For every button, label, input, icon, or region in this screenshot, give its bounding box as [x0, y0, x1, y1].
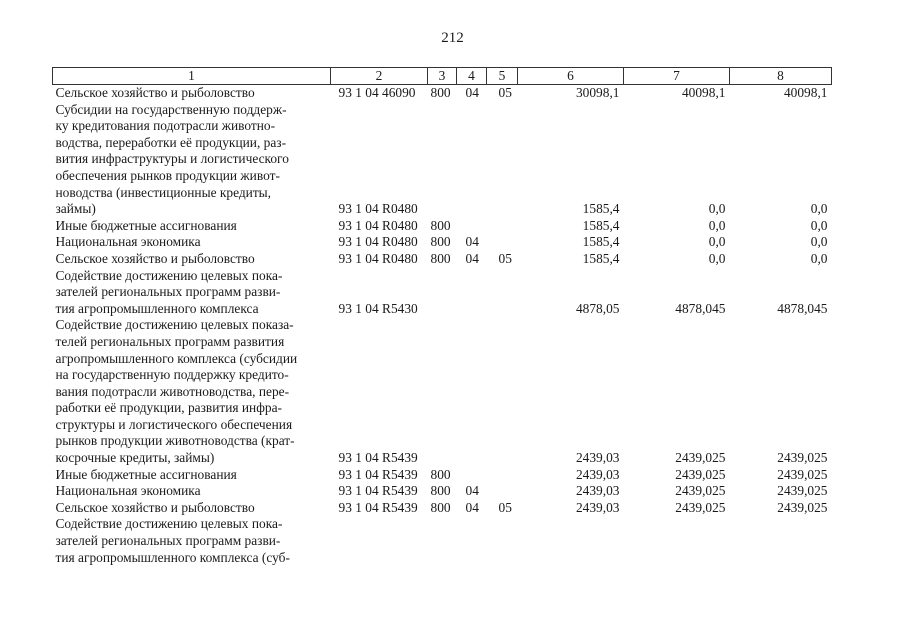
section-code — [457, 467, 487, 484]
amount-col-7: 2439,025 — [675, 483, 726, 499]
row-name-line: структуры и логистического обеспечения — [55, 416, 293, 432]
row-name-line: ку кредитования подотрасли животно- — [55, 118, 276, 134]
amount-col-7: 0,0 — [708, 234, 726, 250]
row-name — [53, 85, 331, 102]
row-name — [53, 218, 331, 235]
amount-col-8: 0,0 — [810, 201, 828, 217]
row-name-line: телей региональных программ развития — [55, 333, 285, 349]
amount-col-7: 0,0 — [708, 217, 726, 233]
row-name-line: зателей региональных программ разви- — [55, 284, 281, 300]
amount-col-6: 1585,4 — [582, 250, 620, 266]
amount-col-6: 30098,1 — [575, 85, 620, 100]
table-row — [53, 85, 832, 102]
column-header-5: 5 — [487, 68, 518, 85]
section-code: 04 — [465, 499, 479, 515]
amount-col-6: 1585,4 — [582, 234, 620, 250]
row-name — [53, 234, 331, 251]
target-article-code: 93 1 04 R0480 — [338, 234, 418, 250]
row-name-line: обеспечения рынков продукции живот- — [55, 167, 280, 183]
expense-type-code — [428, 268, 457, 318]
row-name-line: работки её продукции, развития инфра- — [55, 400, 283, 416]
column-header-4: 4 — [457, 68, 487, 85]
page-number: 212 — [441, 30, 464, 46]
amount-col-8: 2439,025 — [777, 450, 828, 466]
column-header-7: 7 — [624, 68, 730, 85]
row-name-line: Сельское хозяйство и рыболовство — [55, 499, 255, 515]
amount-col-6: 4878,05 — [575, 300, 620, 316]
column-header-3: 3 — [428, 68, 457, 85]
subsection-code — [487, 516, 518, 566]
table-row — [53, 483, 832, 500]
row-name-line: тия агропромышленного комплекса (суб- — [55, 549, 290, 565]
row-name — [53, 102, 331, 218]
table-row — [53, 268, 832, 318]
row-name-line: Иные бюджетные ассигнования — [55, 466, 237, 482]
expense-type-code: 800 — [430, 499, 451, 515]
subsection-code — [487, 102, 518, 218]
budget-table — [52, 67, 832, 566]
table-row — [53, 234, 832, 251]
expense-type-code: 800 — [430, 466, 451, 482]
column-number-header — [53, 68, 832, 85]
table-row — [53, 317, 832, 466]
row-name-line: на государственную поддержку кредито- — [55, 367, 289, 383]
subsection-code — [487, 218, 518, 235]
amount-col-6: 2439,03 — [575, 450, 620, 466]
table-row — [53, 516, 832, 566]
amount-col-6: 2439,03 — [575, 499, 620, 515]
amount-col-8: 0,0 — [810, 217, 828, 233]
expense-type-code: 800 — [430, 85, 451, 100]
row-name — [53, 500, 331, 517]
section-code: 04 — [465, 85, 479, 100]
amount-col-8: 0,0 — [810, 234, 828, 250]
expense-type-code: 800 — [430, 483, 451, 499]
amount-col-8: 2439,025 — [777, 483, 828, 499]
section-code: 04 — [465, 234, 479, 250]
amount-col-6: 1585,4 — [582, 201, 620, 217]
target-article-code: 93 1 04 R5430 — [338, 300, 418, 316]
row-name-line: агропромышленного комплекса (субсидии — [55, 350, 298, 366]
row-name — [53, 251, 331, 268]
table-row — [53, 218, 832, 235]
section-code — [457, 516, 487, 566]
row-name — [53, 467, 331, 484]
row-name-line: Содействие достижению целевых пока- — [55, 516, 283, 532]
amount-col-7: 40098,1 — [681, 85, 726, 100]
row-name-line: водства, переработки её продукции, раз- — [55, 134, 287, 150]
section-code — [457, 317, 487, 466]
subsection-code: 05 — [498, 499, 512, 515]
amount-col-6: 2439,03 — [575, 483, 620, 499]
target-article-code — [331, 516, 428, 566]
row-name — [53, 268, 331, 318]
row-name-line: новодства (инвестиционные кредиты, — [55, 184, 272, 200]
column-header-1: 1 — [53, 68, 331, 85]
amount-col-8: 4878,045 — [777, 300, 828, 316]
row-name-line: займы) — [55, 201, 96, 217]
amount-col-7 — [624, 516, 730, 566]
section-code — [457, 102, 487, 218]
row-name-line: Содействие достижению целевых показа- — [55, 317, 294, 333]
row-name-line: рынков продукции животноводства (крат- — [55, 433, 295, 449]
row-name-line: Сельское хозяйство и рыболовство — [55, 85, 255, 100]
amount-col-6: 2439,03 — [575, 466, 620, 482]
amount-col-8 — [730, 516, 832, 566]
amount-col-7: 0,0 — [708, 201, 726, 217]
row-name-line: Национальная экономика — [55, 234, 201, 250]
row-name — [53, 516, 331, 566]
section-code: 04 — [465, 483, 479, 499]
column-header-6: 6 — [518, 68, 624, 85]
amount-col-8: 2439,025 — [777, 499, 828, 515]
row-name-line: Национальная экономика — [55, 483, 201, 499]
subsection-code — [487, 268, 518, 318]
expense-type-code: 800 — [430, 217, 451, 233]
target-article-code: 93 1 04 R0480 — [338, 217, 418, 233]
target-article-code: 93 1 04 R5439 — [338, 499, 418, 515]
row-name-line: тия агропромышленного комплекса — [55, 300, 259, 316]
row-name — [53, 483, 331, 500]
amount-col-6: 1585,4 — [582, 217, 620, 233]
amount-col-7: 2439,025 — [675, 499, 726, 515]
row-name-line: вания подотрасли животноводства, пере- — [55, 383, 290, 399]
amount-col-8: 0,0 — [810, 250, 828, 266]
row-name-line: Субсидии на государственную поддерж- — [55, 101, 287, 117]
section-code — [457, 268, 487, 318]
expense-type-code: 800 — [430, 234, 451, 250]
column-header-2: 2 — [331, 68, 428, 85]
expense-type-code — [428, 102, 457, 218]
table-body — [53, 85, 832, 567]
row-name-line: косрочные кредиты, займы) — [55, 450, 215, 466]
section-code — [457, 218, 487, 235]
target-article-code: 93 1 04 R5439 — [338, 466, 418, 482]
table-row — [53, 102, 832, 218]
subsection-code: 05 — [498, 250, 512, 266]
target-article-code: 93 1 04 R5439 — [338, 450, 418, 466]
column-header-8: 8 — [730, 68, 832, 85]
row-name-line: Сельское хозяйство и рыболовство — [55, 250, 255, 266]
target-article-code: 93 1 04 R5439 — [338, 483, 418, 499]
target-article-code: 93 1 04 R0480 — [338, 250, 418, 266]
amount-col-7: 2439,025 — [675, 466, 726, 482]
table-row — [53, 251, 832, 268]
subsection-code — [487, 467, 518, 484]
amount-col-7: 2439,025 — [675, 450, 726, 466]
row-name-line: Содействие достижению целевых пока- — [55, 267, 283, 283]
row-name-line: зателей региональных программ разви- — [55, 533, 281, 549]
expense-type-code — [428, 516, 457, 566]
table-row — [53, 500, 832, 517]
amount-col-6 — [518, 516, 624, 566]
row-name-line: Иные бюджетные ассигнования — [55, 217, 237, 233]
subsection-code — [487, 234, 518, 251]
table-row — [53, 467, 832, 484]
subsection-code — [487, 317, 518, 466]
target-article-code: 93 1 04 46090 — [338, 85, 416, 100]
target-article-code: 93 1 04 R0480 — [338, 201, 418, 217]
row-name — [53, 317, 331, 466]
amount-col-7: 4878,045 — [675, 300, 726, 316]
amount-col-8: 40098,1 — [783, 85, 828, 100]
amount-col-7: 0,0 — [708, 250, 726, 266]
subsection-code: 05 — [498, 85, 512, 100]
section-code: 04 — [465, 250, 479, 266]
expense-type-code — [428, 317, 457, 466]
row-name-line: вития инфраструктуры и логистического — [55, 151, 289, 167]
amount-col-8: 2439,025 — [777, 466, 828, 482]
subsection-code — [487, 483, 518, 500]
expense-type-code: 800 — [430, 250, 451, 266]
